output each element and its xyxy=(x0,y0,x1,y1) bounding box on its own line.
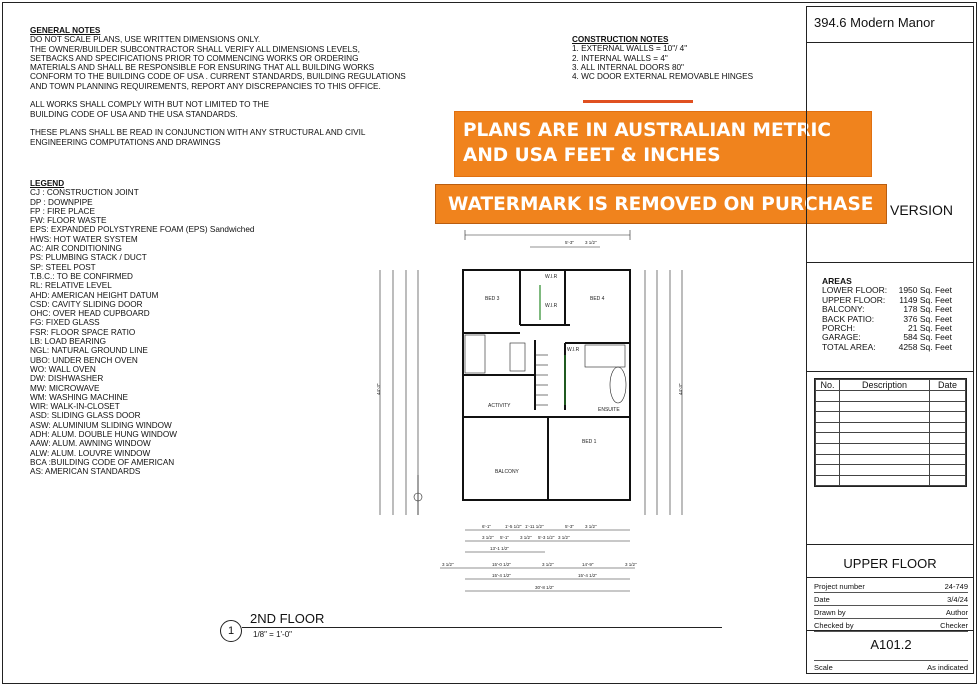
legend-item: FW: FLOOR WASTE xyxy=(30,216,107,226)
sheet-title: UPPER FLOOR xyxy=(843,556,937,571)
construction-notes xyxy=(572,35,772,81)
area-value: 584 Sq. Feet xyxy=(903,332,952,343)
general-note-line: AND TOWN PLANNING REQUIREMENTS, REPORT ANY DISCREPANCIES TO THIS OFFICE. xyxy=(30,81,381,91)
legend xyxy=(30,179,290,477)
dim-b1-1: 1'-5 1/2" xyxy=(505,524,522,529)
dim-b4-2: 3 1/2" xyxy=(542,562,554,567)
legend-item: T.B.C.: TO BE CONFIRMED xyxy=(30,271,133,281)
dim-b1-3: 5'-3" xyxy=(565,524,574,529)
general-note-line: BUILDING CODE OF USA AND THE USA STANDARDS. xyxy=(30,109,238,119)
areas-table xyxy=(822,277,952,352)
area-value: 178 Sq. Feet xyxy=(903,304,952,315)
view-scale: 1/8" = 1'-0" xyxy=(253,630,293,639)
room-wir-ensuite: W.I.R xyxy=(567,347,580,353)
general-note-line: DO NOT SCALE PLANS, USE WRITTEN DIMENSIONS ONLY. xyxy=(30,35,261,45)
general-note-line: THE OWNER/BUILDER SUBCONTRACTOR SHALL VERIFY ALL DIMENSIONS LEVELS, xyxy=(30,44,360,54)
version-label: VERSION xyxy=(890,202,954,218)
meta-value: Checker xyxy=(940,621,968,630)
area-label: LOWER FLOOR: xyxy=(822,285,888,296)
meta-label: Project number xyxy=(814,582,865,591)
legend-item: ASW: ALUMINIUM SLIDING WINDOW xyxy=(30,420,172,430)
legend-item: AAW: ALUM. AWNING WINDOW xyxy=(30,439,151,449)
legend-item: LB: LOAD BEARING xyxy=(30,337,106,347)
banner-line-2: AND USA FEET & INCHES xyxy=(463,145,721,166)
legend-item: DP : DOWNPIPE xyxy=(30,197,93,207)
legend-item: BCA :BUILDING CODE OF AMERICAN xyxy=(30,457,175,467)
legend-item: MW: MICROWAVE xyxy=(30,383,100,393)
rev-row xyxy=(816,391,966,402)
construction-note-line: 4. WC DOOR EXTERNAL REMOVABLE HINGES xyxy=(572,72,754,82)
view-title-line xyxy=(242,627,722,628)
general-note-line: SETBACKS AND SPECIFICATIONS PRIOR TO COMMENCING WORKS OR ORDERING xyxy=(30,53,359,63)
rev-row xyxy=(816,422,966,433)
general-note-line: ALL WORKS SHALL COMPLY WITH BUT NOT LIMITED TO THE xyxy=(30,100,270,110)
room-balcony: BALCONY xyxy=(495,469,519,475)
legend-item: NGL: NATURAL GROUND LINE xyxy=(30,346,148,356)
area-value: 1950 Sq. Feet xyxy=(898,285,952,296)
legend-item: WIR: WALK-IN-CLOSET xyxy=(30,402,120,412)
rev-row xyxy=(816,475,966,486)
meta-row xyxy=(814,593,968,606)
dim-b4-1: 15'-0 1/2" xyxy=(492,562,511,567)
legend-item: ADH: ALUM. DOUBLE HUNG WINDOW xyxy=(30,430,177,440)
view-number: 1 xyxy=(220,620,242,642)
legend-item: CJ : CONSTRUCTION JOINT xyxy=(30,188,139,198)
project-name: 394.6 Modern Manor xyxy=(814,15,935,30)
revision-table xyxy=(814,378,967,487)
dim-b1-4: 3 1/2" xyxy=(585,524,597,529)
legend-item: SP: STEEL POST xyxy=(30,262,96,272)
rev-row xyxy=(816,454,966,465)
rev-row xyxy=(816,433,966,444)
room-ensuite: ENSUITE xyxy=(598,407,620,413)
general-notes-heading: GENERAL NOTES xyxy=(30,26,101,35)
dim-b4-4: 3 1/2" xyxy=(625,562,637,567)
dim-b1-0: 6'-1" xyxy=(482,524,491,529)
area-value: 1149 Sq. Feet xyxy=(899,294,952,305)
meta-value: 24-749 xyxy=(944,582,968,591)
legend-item: WO: WALL OVEN xyxy=(30,364,96,374)
area-label: UPPER FLOOR: xyxy=(822,294,886,305)
area-value: 21 Sq. Feet xyxy=(908,323,952,334)
construction-note-line: 2. INTERNAL WALLS = 4" xyxy=(572,53,668,63)
legend-item: FG: FIXED GLASS xyxy=(30,318,100,328)
room-wir-mid: W.I.R xyxy=(545,303,558,309)
legend-item: WM: WASHING MACHINE xyxy=(30,392,128,402)
rev-row xyxy=(816,443,966,454)
banner-line-1: PLANS ARE IN AUSTRALIAN METRIC xyxy=(463,120,831,141)
dim-b2-0: 3 1/2" xyxy=(482,535,494,540)
rev-col-description: Description xyxy=(840,380,930,391)
legend-item: OHC: OVER HEAD CUPBOARD xyxy=(30,309,150,319)
legend-item: ASD: SLIDING GLASS DOOR xyxy=(30,411,141,421)
dim-b5-1: 15'-4 1/2" xyxy=(578,573,597,578)
legend-item: AC: AIR CONDITIONING xyxy=(30,244,122,254)
meta-label: Date xyxy=(814,595,830,604)
general-note-line: THESE PLANS SHALL BE READ IN CONJUNCTION WITH ANY STRUCTURAL AND CIVIL xyxy=(30,128,366,138)
general-note-line: CONFORM TO THE BUILDING CODE OF USA . CURRENT STANDARDS, BUILDING REGULATIONS xyxy=(30,72,406,82)
room-activity: ACTIVITY xyxy=(488,403,511,409)
legend-item: AS: AMERICAN STANDARDS xyxy=(30,467,141,477)
area-label: PORCH: xyxy=(822,323,856,334)
rev-row xyxy=(816,401,966,412)
view-title: 2ND FLOOR xyxy=(250,611,325,626)
legend-item: FP : FIRE PLACE xyxy=(30,206,95,216)
rev-col-date: Date xyxy=(930,380,966,391)
dim-b6-0: 30'-8 1/2" xyxy=(535,585,554,590)
construction-note-line: 3. ALL INTERNAL DOORS 80" xyxy=(572,62,684,72)
area-label: TOTAL AREA: xyxy=(822,341,876,352)
dim-b2-1: 5'-1" xyxy=(500,535,509,540)
dim-right-total: 44'-3" xyxy=(678,383,683,395)
legend-item: RL: RELATIVE LEVEL xyxy=(30,281,112,291)
legend-item: UBO: UNDER BENCH OVEN xyxy=(30,355,138,365)
general-note-line: ENGINEERING COMPUTATIONS AND DRAWINGS xyxy=(30,137,221,147)
room-wir-top: W.I.R xyxy=(545,274,558,280)
dim-b2-4: 3 1/2" xyxy=(558,535,570,540)
room-bed1: BED 1 xyxy=(582,439,597,445)
rev-row xyxy=(816,412,966,423)
room-bed3: BED 3 xyxy=(485,296,500,302)
dim-top-1: 5'-3" xyxy=(565,240,574,245)
dim-left-total: 44'-3" xyxy=(376,383,381,395)
construction-note-line: 1. EXTERNAL WALLS = 10"/ 4" xyxy=(572,44,688,54)
legend-item: CSD: CAVITY SLIDING DOOR xyxy=(30,299,143,309)
legend-item: EPS: EXPANDED POLYSTYRENE FOAM (EPS) Sandwiched xyxy=(30,225,255,235)
meta-row xyxy=(814,619,968,632)
scale-value: As indicated xyxy=(927,663,968,672)
meta-row xyxy=(814,606,968,619)
rev-row xyxy=(816,465,966,476)
dim-b3-0: 13'-1 1/2" xyxy=(490,546,509,551)
meta-label: Drawn by xyxy=(814,608,846,617)
dim-b4-0: 3 1/2" xyxy=(442,562,454,567)
project-meta xyxy=(814,580,968,632)
meta-label: Checked by xyxy=(814,621,854,630)
dim-b1-2: 1'-11 1/2" xyxy=(525,524,544,529)
dim-b4-3: 14'-9" xyxy=(582,562,594,567)
room-bed4: BED 4 xyxy=(590,296,605,302)
area-value: 376 Sq. Feet xyxy=(903,313,952,324)
rev-col-no: No. xyxy=(816,380,840,391)
legend-item: HWS: HOT WATER SYSTEM xyxy=(30,234,138,244)
meta-value: 3/4/24 xyxy=(947,595,968,604)
legend-heading: LEGEND xyxy=(30,179,65,188)
meta-row xyxy=(814,580,968,593)
watermark-banner: WATERMARK IS REMOVED ON PURCHASE xyxy=(435,184,887,224)
general-note-line xyxy=(30,91,430,100)
sheet-number: A101.2 xyxy=(870,637,912,652)
scale-label: Scale xyxy=(814,663,833,672)
legend-item: ALW: ALUM. LOUVRE WINDOW xyxy=(30,448,151,458)
red-underline xyxy=(583,100,693,103)
area-value: 4258 Sq. Feet xyxy=(898,341,952,352)
floor-plan xyxy=(370,225,690,610)
area-label: BALCONY: xyxy=(822,304,865,315)
dim-b5-0: 15'-4 1/2" xyxy=(492,573,511,578)
construction-notes-heading: CONSTRUCTION NOTES xyxy=(572,35,669,44)
dim-b2-3: 5'-3 1/2" xyxy=(538,535,555,540)
general-note-line xyxy=(30,119,430,128)
area-label: GARAGE: xyxy=(822,332,861,343)
general-note-line: MATERIALS AND SHALL BE RESPONSIBLE FOR ENSURING THAT ALL BUILDING WORKS xyxy=(30,63,375,73)
meta-value: Author xyxy=(945,608,968,617)
legend-item: DW: DISHWASHER xyxy=(30,374,104,384)
dim-top-2: 3 1/2" xyxy=(585,240,597,245)
dim-b2-2: 3 1/2" xyxy=(520,535,532,540)
legend-item: PS: PLUMBING STACK / DUCT xyxy=(30,253,147,263)
areas-heading: AREAS xyxy=(822,276,852,286)
general-notes xyxy=(30,26,430,147)
legend-item: AHD: AMERICAN HEIGHT DATUM xyxy=(30,290,159,300)
area-label: BACK PATIO: xyxy=(822,313,875,324)
area-row xyxy=(822,343,952,352)
legend-item: FSR: FLOOR SPACE RATIO xyxy=(30,327,136,337)
scale-row xyxy=(814,660,968,672)
